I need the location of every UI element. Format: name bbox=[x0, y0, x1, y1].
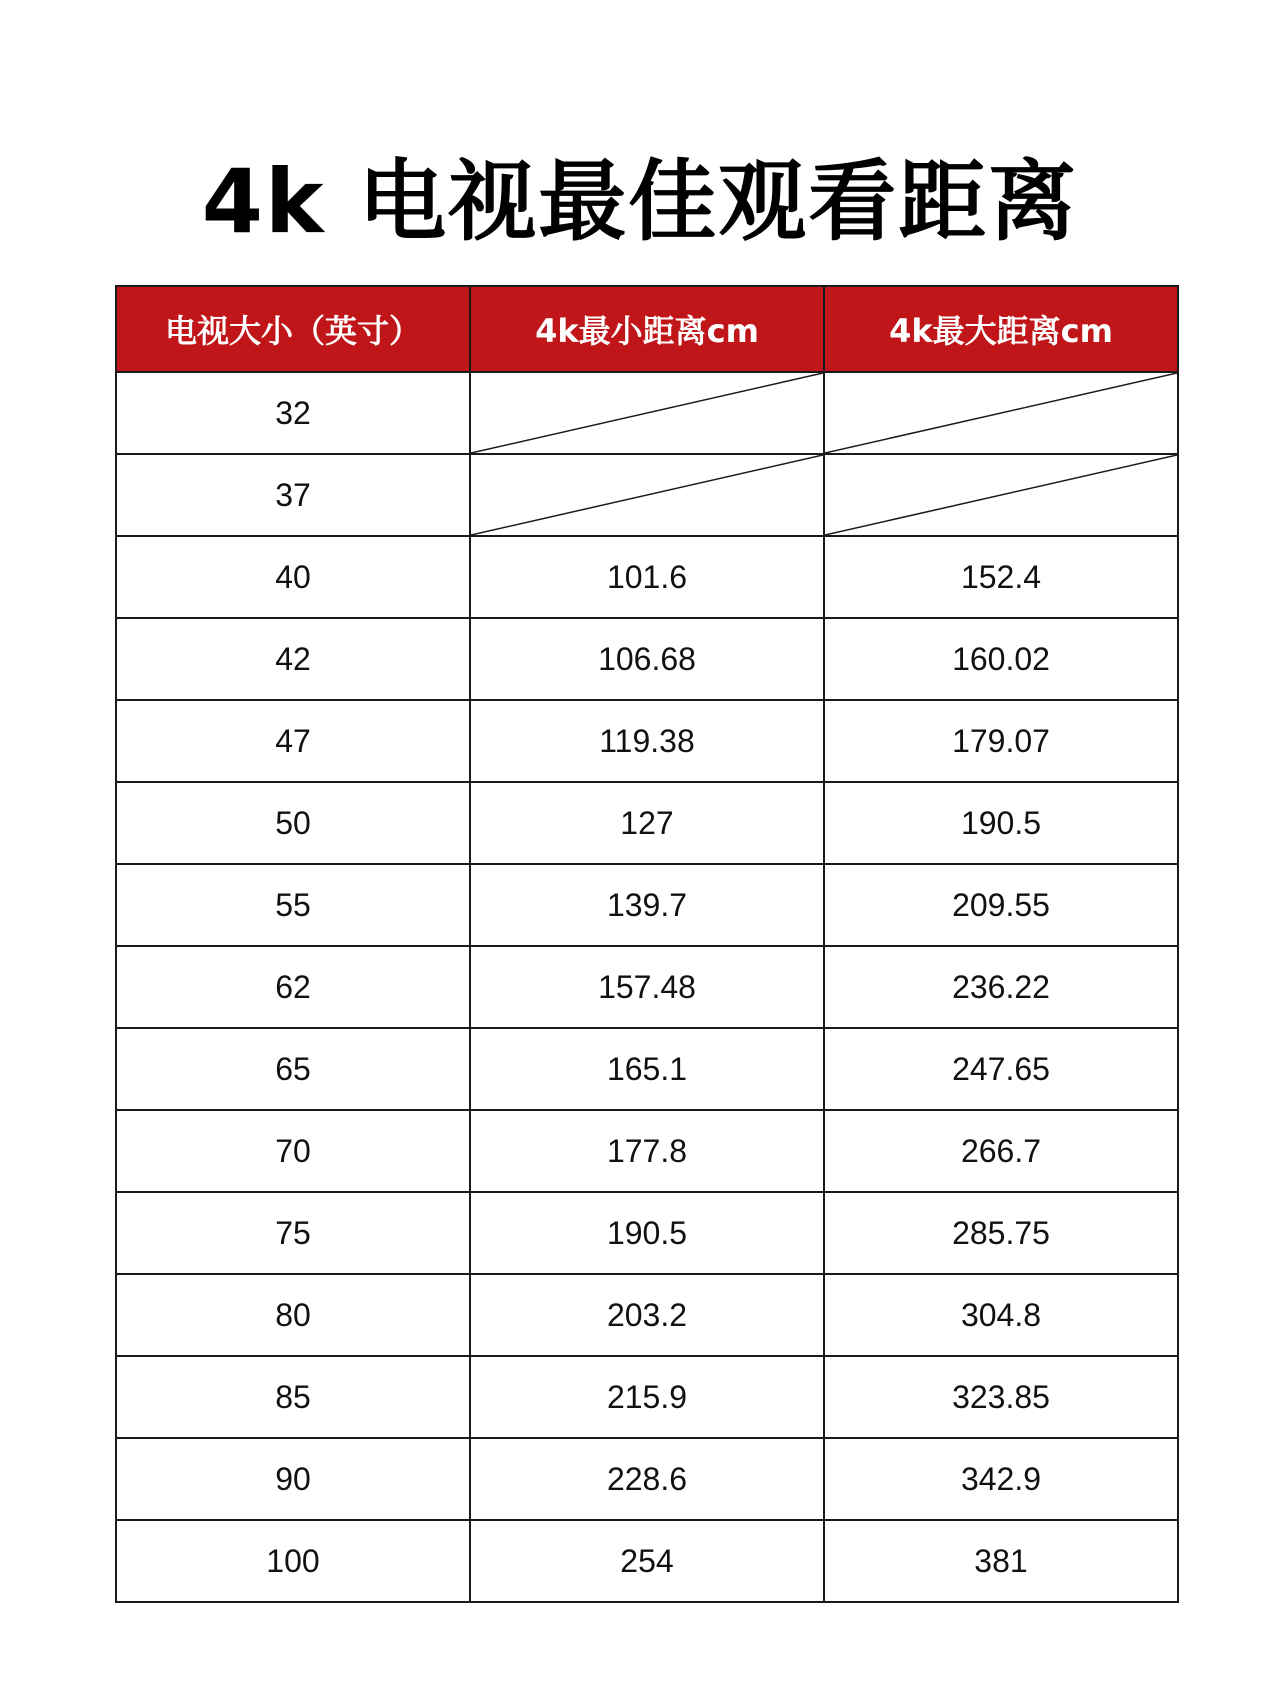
table-row bbox=[116, 372, 1178, 454]
table-row bbox=[116, 536, 1178, 618]
cell-tv-size: 42 bbox=[116, 618, 470, 700]
cell-min-distance: 101.6 bbox=[470, 536, 824, 618]
cell-tv-size: 80 bbox=[116, 1274, 470, 1356]
cell-tv-size: 37 bbox=[116, 454, 470, 536]
cell-tv-size: 75 bbox=[116, 1192, 470, 1274]
table-row bbox=[116, 782, 1178, 864]
diagonal-slash bbox=[471, 455, 823, 535]
table-row bbox=[116, 1274, 1178, 1356]
cell-min-distance: 106.68 bbox=[470, 618, 824, 700]
distance-table bbox=[115, 285, 1179, 1603]
cell-max-distance: 160.02 bbox=[824, 618, 1178, 700]
cell-min-distance: 157.48 bbox=[470, 946, 824, 1028]
header-tv-size: 电视大小（英寸） bbox=[116, 286, 470, 372]
cell-min-distance: 165.1 bbox=[470, 1028, 824, 1110]
cell-min-distance: 228.6 bbox=[470, 1438, 824, 1520]
cell-min-distance: 215.9 bbox=[470, 1356, 824, 1438]
cell-max-distance: 179.07 bbox=[824, 700, 1178, 782]
cell-tv-size: 70 bbox=[116, 1110, 470, 1192]
cell-tv-size: 32 bbox=[116, 372, 470, 454]
cell-tv-size: 100 bbox=[116, 1520, 470, 1602]
cell-tv-size: 62 bbox=[116, 946, 470, 1028]
table-row bbox=[116, 1438, 1178, 1520]
cell-tv-size: 90 bbox=[116, 1438, 470, 1520]
cell-tv-size: 55 bbox=[116, 864, 470, 946]
table-row bbox=[116, 946, 1178, 1028]
table-row bbox=[116, 700, 1178, 782]
cell-min-distance: 254 bbox=[470, 1520, 824, 1602]
page-title: 4k 电视最佳观看距离 bbox=[201, 149, 1079, 253]
distance-table-container bbox=[115, 285, 1179, 1603]
cell-min-distance: 177.8 bbox=[470, 1110, 824, 1192]
empty-cell-diagonal bbox=[824, 372, 1178, 454]
cell-tv-size: 65 bbox=[116, 1028, 470, 1110]
table-row bbox=[116, 1110, 1178, 1192]
diagonal-slash bbox=[825, 455, 1177, 535]
cell-tv-size: 85 bbox=[116, 1356, 470, 1438]
cell-max-distance: 304.8 bbox=[824, 1274, 1178, 1356]
table-row bbox=[116, 1028, 1178, 1110]
header-min-distance: 4k最小距离cm bbox=[470, 286, 824, 372]
cell-max-distance: 342.9 bbox=[824, 1438, 1178, 1520]
cell-max-distance: 381 bbox=[824, 1520, 1178, 1602]
empty-cell-diagonal bbox=[824, 454, 1178, 536]
header-max-distance: 4k最大距离cm bbox=[824, 286, 1178, 372]
table-header-row bbox=[116, 286, 1178, 372]
diagonal-slash bbox=[471, 373, 823, 453]
cell-max-distance: 236.22 bbox=[824, 946, 1178, 1028]
table-row bbox=[116, 1520, 1178, 1602]
cell-min-distance: 119.38 bbox=[470, 700, 824, 782]
table-row bbox=[116, 1192, 1178, 1274]
cell-min-distance: 190.5 bbox=[470, 1192, 824, 1274]
cell-min-distance: 203.2 bbox=[470, 1274, 824, 1356]
cell-tv-size: 47 bbox=[116, 700, 470, 782]
cell-max-distance: 323.85 bbox=[824, 1356, 1178, 1438]
cell-max-distance: 209.55 bbox=[824, 864, 1178, 946]
table-body bbox=[116, 372, 1178, 1602]
cell-tv-size: 40 bbox=[116, 536, 470, 618]
cell-tv-size: 50 bbox=[116, 782, 470, 864]
cell-max-distance: 190.5 bbox=[824, 782, 1178, 864]
empty-cell-diagonal bbox=[470, 454, 824, 536]
cell-max-distance: 285.75 bbox=[824, 1192, 1178, 1274]
cell-max-distance: 152.4 bbox=[824, 536, 1178, 618]
table-row bbox=[116, 864, 1178, 946]
cell-min-distance: 127 bbox=[470, 782, 824, 864]
cell-max-distance: 266.7 bbox=[824, 1110, 1178, 1192]
empty-cell-diagonal bbox=[470, 372, 824, 454]
diagonal-slash bbox=[825, 373, 1177, 453]
table-row bbox=[116, 454, 1178, 536]
table-row bbox=[116, 618, 1178, 700]
cell-max-distance: 247.65 bbox=[824, 1028, 1178, 1110]
cell-min-distance: 139.7 bbox=[470, 864, 824, 946]
table-row bbox=[116, 1356, 1178, 1438]
